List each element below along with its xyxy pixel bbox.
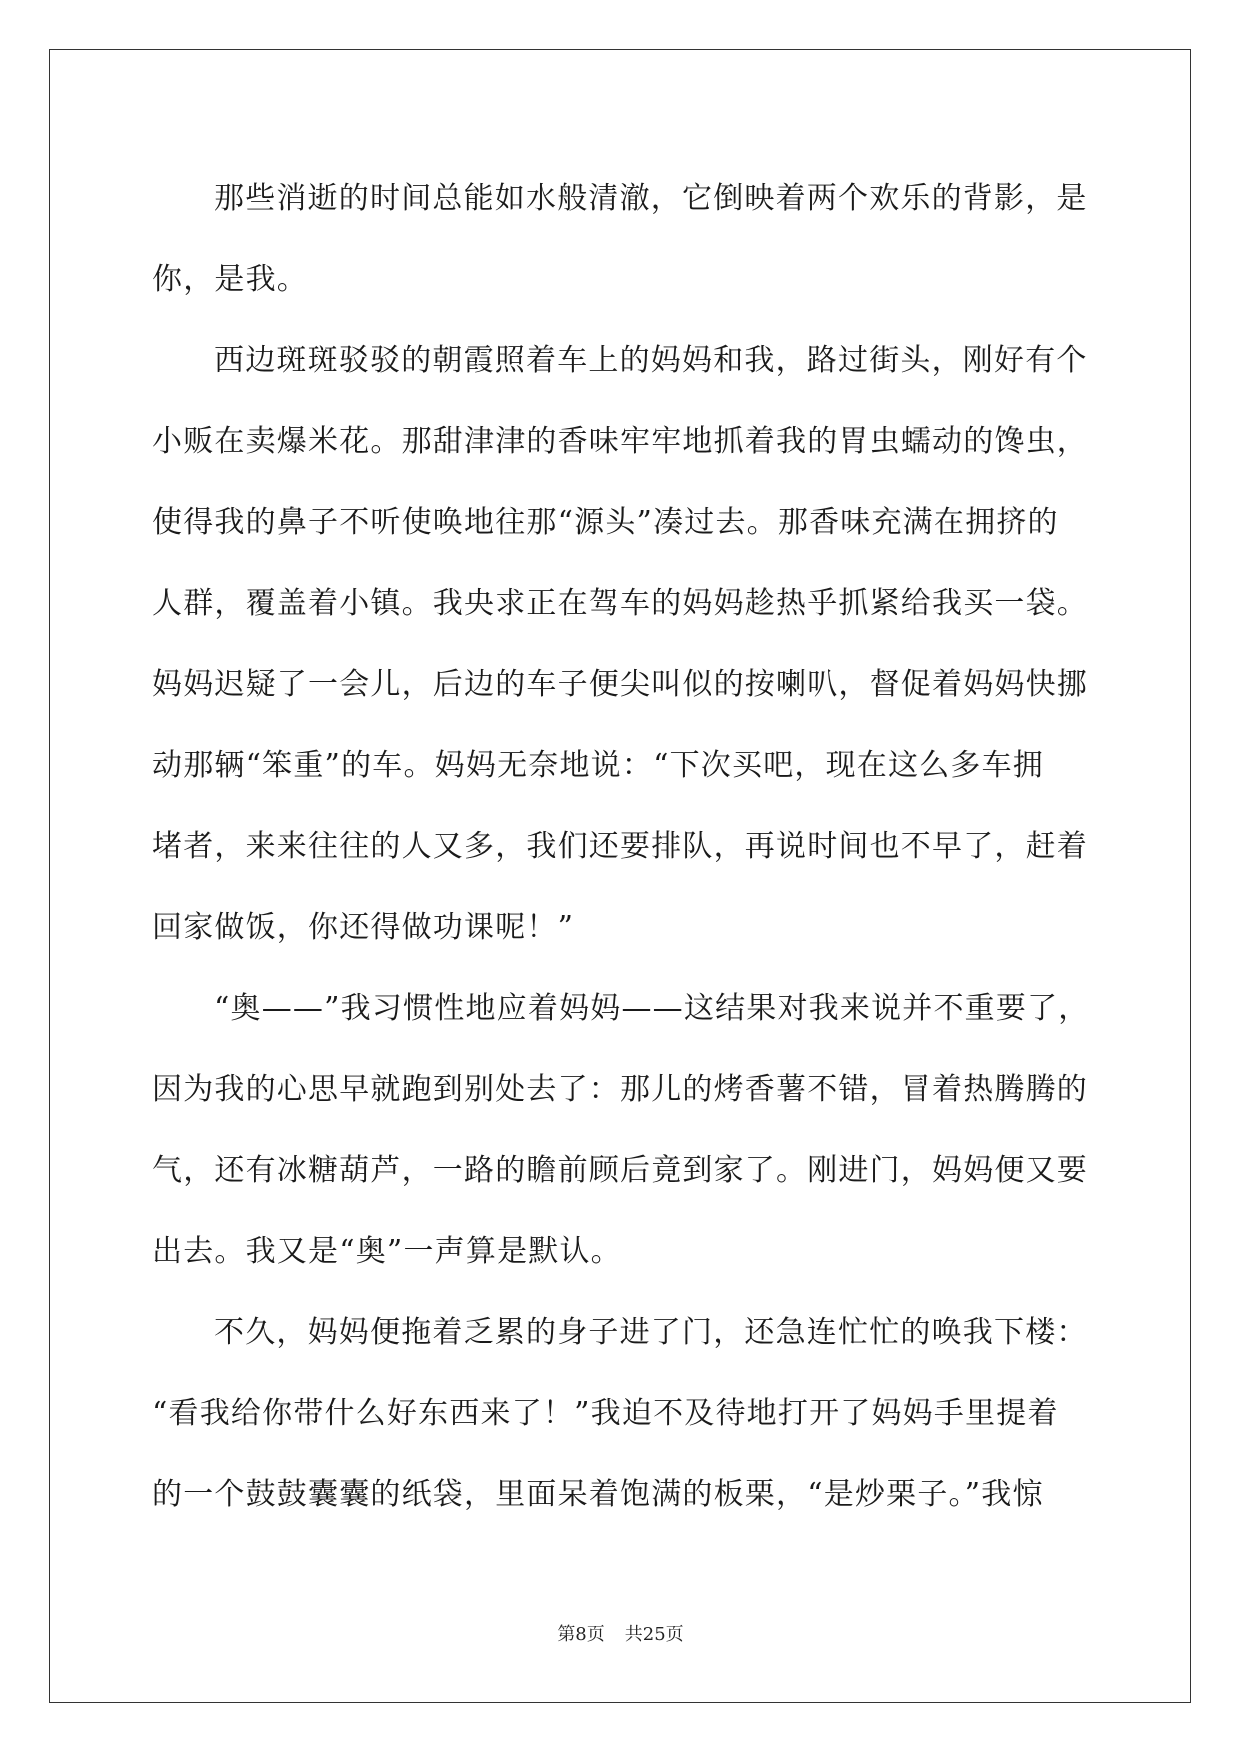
text-line: “奥——”我习惯性地应着妈妈——这结果对我来说并不重要了，	[214, 991, 1090, 1026]
text-line: 西边斑斑驳驳的朝霞照着车上的妈妈和我，路过街头，刚好有个	[214, 343, 1088, 378]
text-line: 不久，妈妈便拖着乏累的身子进了门，还急连忙忙的唤我下楼：	[214, 1315, 1088, 1350]
page-total: 共25页	[624, 1624, 684, 1645]
text-line: 的一个鼓鼓囊囊的纸袋，里面呆着饱满的板栗，“是炒栗子。”我惊	[152, 1477, 1044, 1512]
text-line: 人群，覆盖着小镇。我央求正在驾车的妈妈趁热乎抓紧给我买一袋。	[152, 586, 1088, 621]
page-number: 第8页	[557, 1624, 605, 1645]
text-line: 妈妈迟疑了一会儿，后边的车子便尖叫似的按喇叭，督促着妈妈快挪	[152, 667, 1088, 702]
text-line: 那些消逝的时间总能如水般清澈，它倒映着两个欢乐的背影，是	[214, 181, 1088, 216]
document-body	[152, 158, 1092, 1535]
text-line: “看我给你带什么好东西来了！”我迫不及待地打开了妈妈手里提着	[152, 1396, 1059, 1431]
text-line: 出去。我又是“奥”一声算是默认。	[152, 1234, 622, 1269]
text-line: 你，是我。	[152, 262, 308, 297]
text-line: 动那辆“笨重”的车。妈妈无奈地说：“下次买吧，现在这么多车拥	[152, 748, 1045, 783]
text-line: 堵者，来来往往的人又多，我们还要排队，再说时间也不早了，赶着	[152, 829, 1088, 864]
text-line: 因为我的心思早就跑到别处去了：那儿的烤香薯不错，冒着热腾腾的	[152, 1072, 1088, 1107]
text-line: 小贩在卖爆米花。那甜津津的香味牢牢地抓着我的胃虫蠕动的馋虫，	[152, 424, 1088, 459]
page-footer	[0, 1620, 1241, 1646]
text-line: 气，还有冰糖葫芦，一路的瞻前顾后竟到家了。刚进门，妈妈便又要	[152, 1153, 1088, 1188]
text-line: 回家做饭，你还得做功课呢！”	[152, 910, 575, 945]
text-line: 使得我的鼻子不听使唤地往那“源头”凑过去。那香味充满在拥挤的	[152, 505, 1059, 540]
